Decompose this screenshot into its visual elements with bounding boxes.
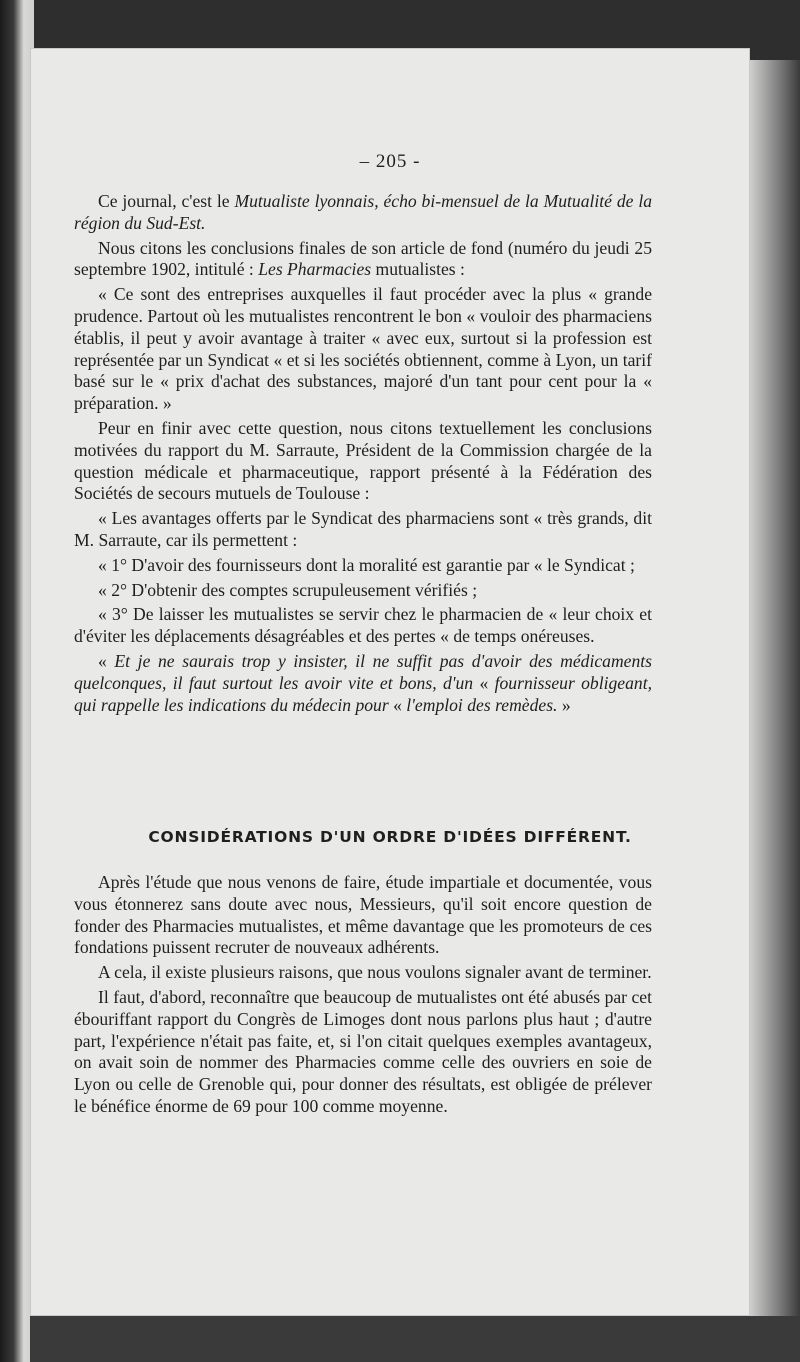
text-run: « Ce sont des entreprises auxquelles il faut procéder avec la plus « grande prudence. Partout où les mutualistes rencontrent le bon « vouloir des pharmaciens établis, il peut y avoir avantage à traiter « avec eux, surtout si la profession est représentée par un Syndicat « et si les sociétés obtiennent, comme à Lyon, un tarif basé sur le « prix d'achat des substances, majoré d'un tant pour cent pour la « préparation. » — [74, 284, 652, 414]
quote-paragraph — [74, 508, 652, 552]
italic-text-run: Et je ne saurais trop y insister, il ne suffit pas d'avoir des médicaments quelconques, il faut surtout les avoir vite et bons, d'un — [74, 650, 652, 693]
italic-text-run: l'emploi des remèdes. — [406, 694, 558, 715]
page-edge-shadow — [750, 60, 800, 1362]
italic-text-run: fournisseur obligeant, qui rappelle les indications du médecin pour — [74, 672, 652, 715]
paragraph — [74, 238, 652, 282]
text-run: « — [388, 694, 407, 715]
quote-paragraph — [74, 284, 652, 415]
quote-paragraph — [74, 555, 652, 577]
page-number: – 205 - — [359, 151, 421, 172]
text-run: « 1° D'avoir des fournisseurs dont la moralité est garantie par « le Syndicat ; — [98, 554, 635, 575]
body-text-top — [74, 191, 652, 716]
quote-paragraph — [74, 580, 652, 602]
body-text-bottom — [74, 872, 652, 1118]
text-run: Peur en finir avec cette question, nous citons textuellement les conclusions motivées du rapport du M. Sarraute, Président de la Commission chargée de la question médicale et pharmaceutique, rapport présenté à la Fédération des Sociétés de secours mutuels de Toulouse : — [74, 417, 652, 504]
book-spine-edge — [0, 0, 34, 1362]
text-run: Ce journal, c'est le — [98, 191, 235, 211]
text-run: Après l'étude que nous venons de faire, étude impartiale et documentée, vous vous étonnerez sans doute avec nous, Messieurs, qu'il soit encore question de fonder des Pharmacies mutualistes, et même davantage que les promoteurs de ces fondations puissent recruter de nouveaux adhérents. — [74, 872, 652, 958]
text-run: « 3° De laisser les mutualistes se servir chez le pharmacien de « leur choix et d'éviter les déplacements désagréables et des pertes « de temps onéreuses. — [74, 604, 652, 647]
paragraph — [74, 872, 652, 959]
paragraph — [74, 987, 652, 1118]
text-run: Nous citons les conclusions finales de son article de fond (numéro du jeudi 25 septembre 1902, intitulé : — [74, 237, 652, 280]
section-heading: CONSIDÉRATIONS D'UN ORDRE D'IDÉES DIFFÉRENT. — [148, 828, 632, 846]
paragraph — [74, 962, 652, 984]
italic-text-run: Mutualiste lyonnais, écho bi-mensuel de la Mutualité de la région du Sud-Est. — [74, 191, 653, 233]
text-run: » — [557, 694, 571, 715]
text-run: « — [98, 650, 115, 671]
quote-paragraph — [74, 604, 652, 648]
text-run: « 2° D'obtenir des comptes scrupuleusement vérifiés ; — [98, 579, 478, 600]
page-bottom-shadow — [30, 1316, 800, 1362]
book-page — [30, 48, 750, 1316]
text-run: Il faut, d'abord, reconnaître que beaucoup de mutualistes ont été abusés par cet ébouriffant rapport du Congrès de Limoges dont nous parlons plus haut ; d'autre part, l'expérience n'était pas faite, et, si l'on citait quelques exemples avantageux, on avait soin de nommer des Pharmacies comme celle des ouvriers en soie de Lyon ou celle de Grenoble qui, pour donner des résultats, est obligée de prélever le bénéfice énorme de 69 pour 100 comme moyenne. — [74, 986, 652, 1116]
paragraph — [74, 191, 652, 235]
text-run: mutualistes : — [371, 259, 465, 280]
quote-paragraph — [74, 651, 652, 716]
italic-text-run: Les Pharmacies — [258, 259, 372, 280]
text-run: « — [473, 672, 495, 693]
text-run: A cela, il existe plusieurs raisons, que nous voulons signaler avant de terminer. — [98, 962, 652, 983]
paragraph — [74, 418, 652, 505]
text-run: « Les avantages offerts par le Syndicat des pharmaciens sont « très grands, dit M. Sarraute, car ils permettent : — [74, 508, 652, 550]
